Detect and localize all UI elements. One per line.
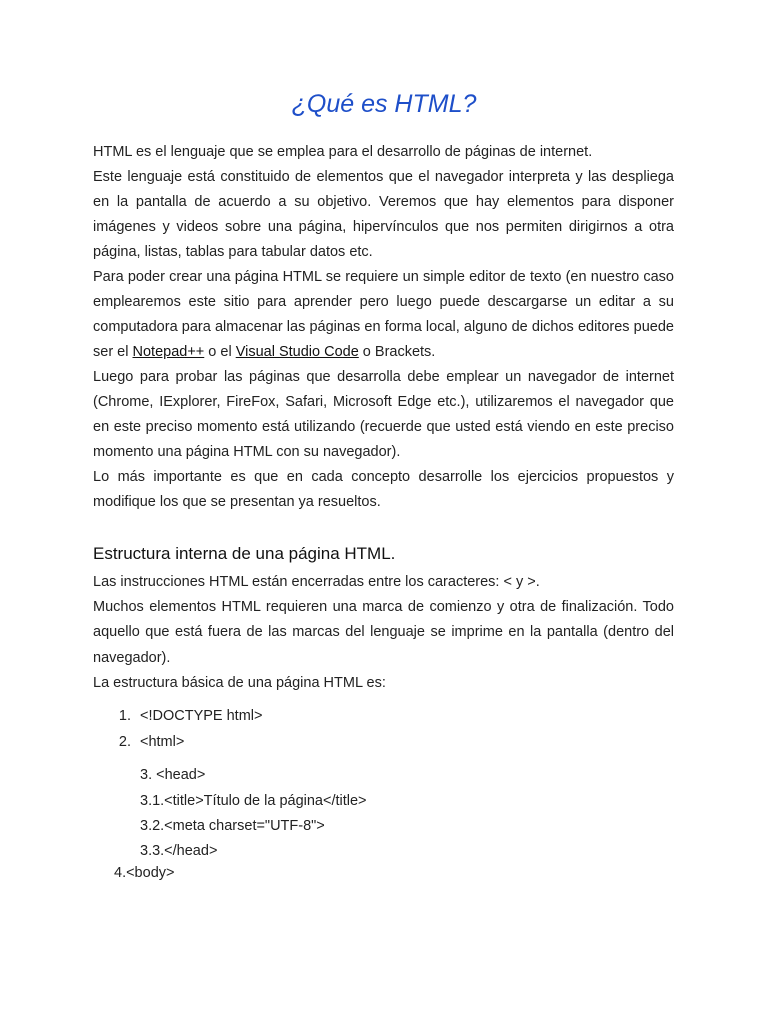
list-item: 3.2.<meta charset="UTF-8"> [140, 818, 325, 834]
list-item-number: 1. [118, 708, 131, 724]
intro-paragraph-3-start: Para poder crear una página HTML se requiere un simple editor de texto (en nuestro caso emplearemos este sitio para aprender pero luego puede descargarse un editar a su computadora para almacenar las páginas en forma local, alguno de dichos editores puede ser el [93, 269, 674, 360]
list-item-number: 2. [118, 734, 131, 750]
structure-section [93, 570, 674, 696]
structure-paragraph-3: La estructura básica de una página HTML es: [93, 674, 386, 691]
vscode-link[interactable]: Visual Studio Code [235, 344, 359, 360]
intro-paragraph-1: HTML es el lenguaje que se emplea para el desarrollo de páginas de internet. [93, 144, 593, 160]
intro-paragraph-3-end: o Brackets. [358, 344, 436, 360]
list-item: 3. <head> [140, 767, 206, 783]
intro-section [93, 140, 674, 515]
intro-paragraph-3 [93, 265, 674, 365]
intro-paragraph-5: Lo más importante es que en cada concepto desarrolle los ejercicios propuestos y modifique los que se presentan ya resueltos. [93, 469, 674, 510]
intro-paragraph-4: Luego para probar las páginas que desarrolla debe emplear un navegador de internet (Chrome, IExplorer, FireFox, Safari, Microsoft Edge etc.), utilizaremos el navegador que en este preciso momento está utilizando (recuerde que usted está viendo en este preciso momento una página HTML con su navegador). [93, 369, 674, 460]
list-item [106, 732, 184, 752]
list-item [106, 706, 262, 726]
list-item: 3.3.</head> [140, 843, 218, 859]
list-item-text: <!DOCTYPE html> [140, 708, 263, 724]
page-title: ¿Qué es HTML? [291, 90, 477, 118]
structure-paragraph-1: Las instrucciones HTML están encerradas entre los caracteres: < y >. [93, 574, 540, 590]
list-item-text: <html> [140, 734, 185, 750]
notepad-link[interactable]: Notepad++ [132, 344, 205, 360]
structure-paragraph-2: Muchos elementos HTML requieren una marca de comienzo y otra de finalización. Todo aquello que está fuera de las marcas del lenguaje se imprime en la pantalla (dentro del navegador). [93, 599, 674, 666]
list-item: 3.1.<title>Título de la página</title> [140, 793, 367, 809]
section-heading: Estructura interna de una página HTML. [93, 544, 396, 563]
list-item: 4.<body> [114, 865, 175, 881]
intro-paragraph-2: Este lenguaje está constituido de elementos que el navegador interpreta y las despliega en la pantalla de acuerdo a su objetivo. Veremos que hay elementos para disponer imágenes y videos sobre una página, hipervínculos que nos permiten dirigirnos a otra página, listas, tablas para tabular datos etc. [93, 169, 674, 260]
intro-paragraph-3-mid: o el [204, 344, 236, 360]
